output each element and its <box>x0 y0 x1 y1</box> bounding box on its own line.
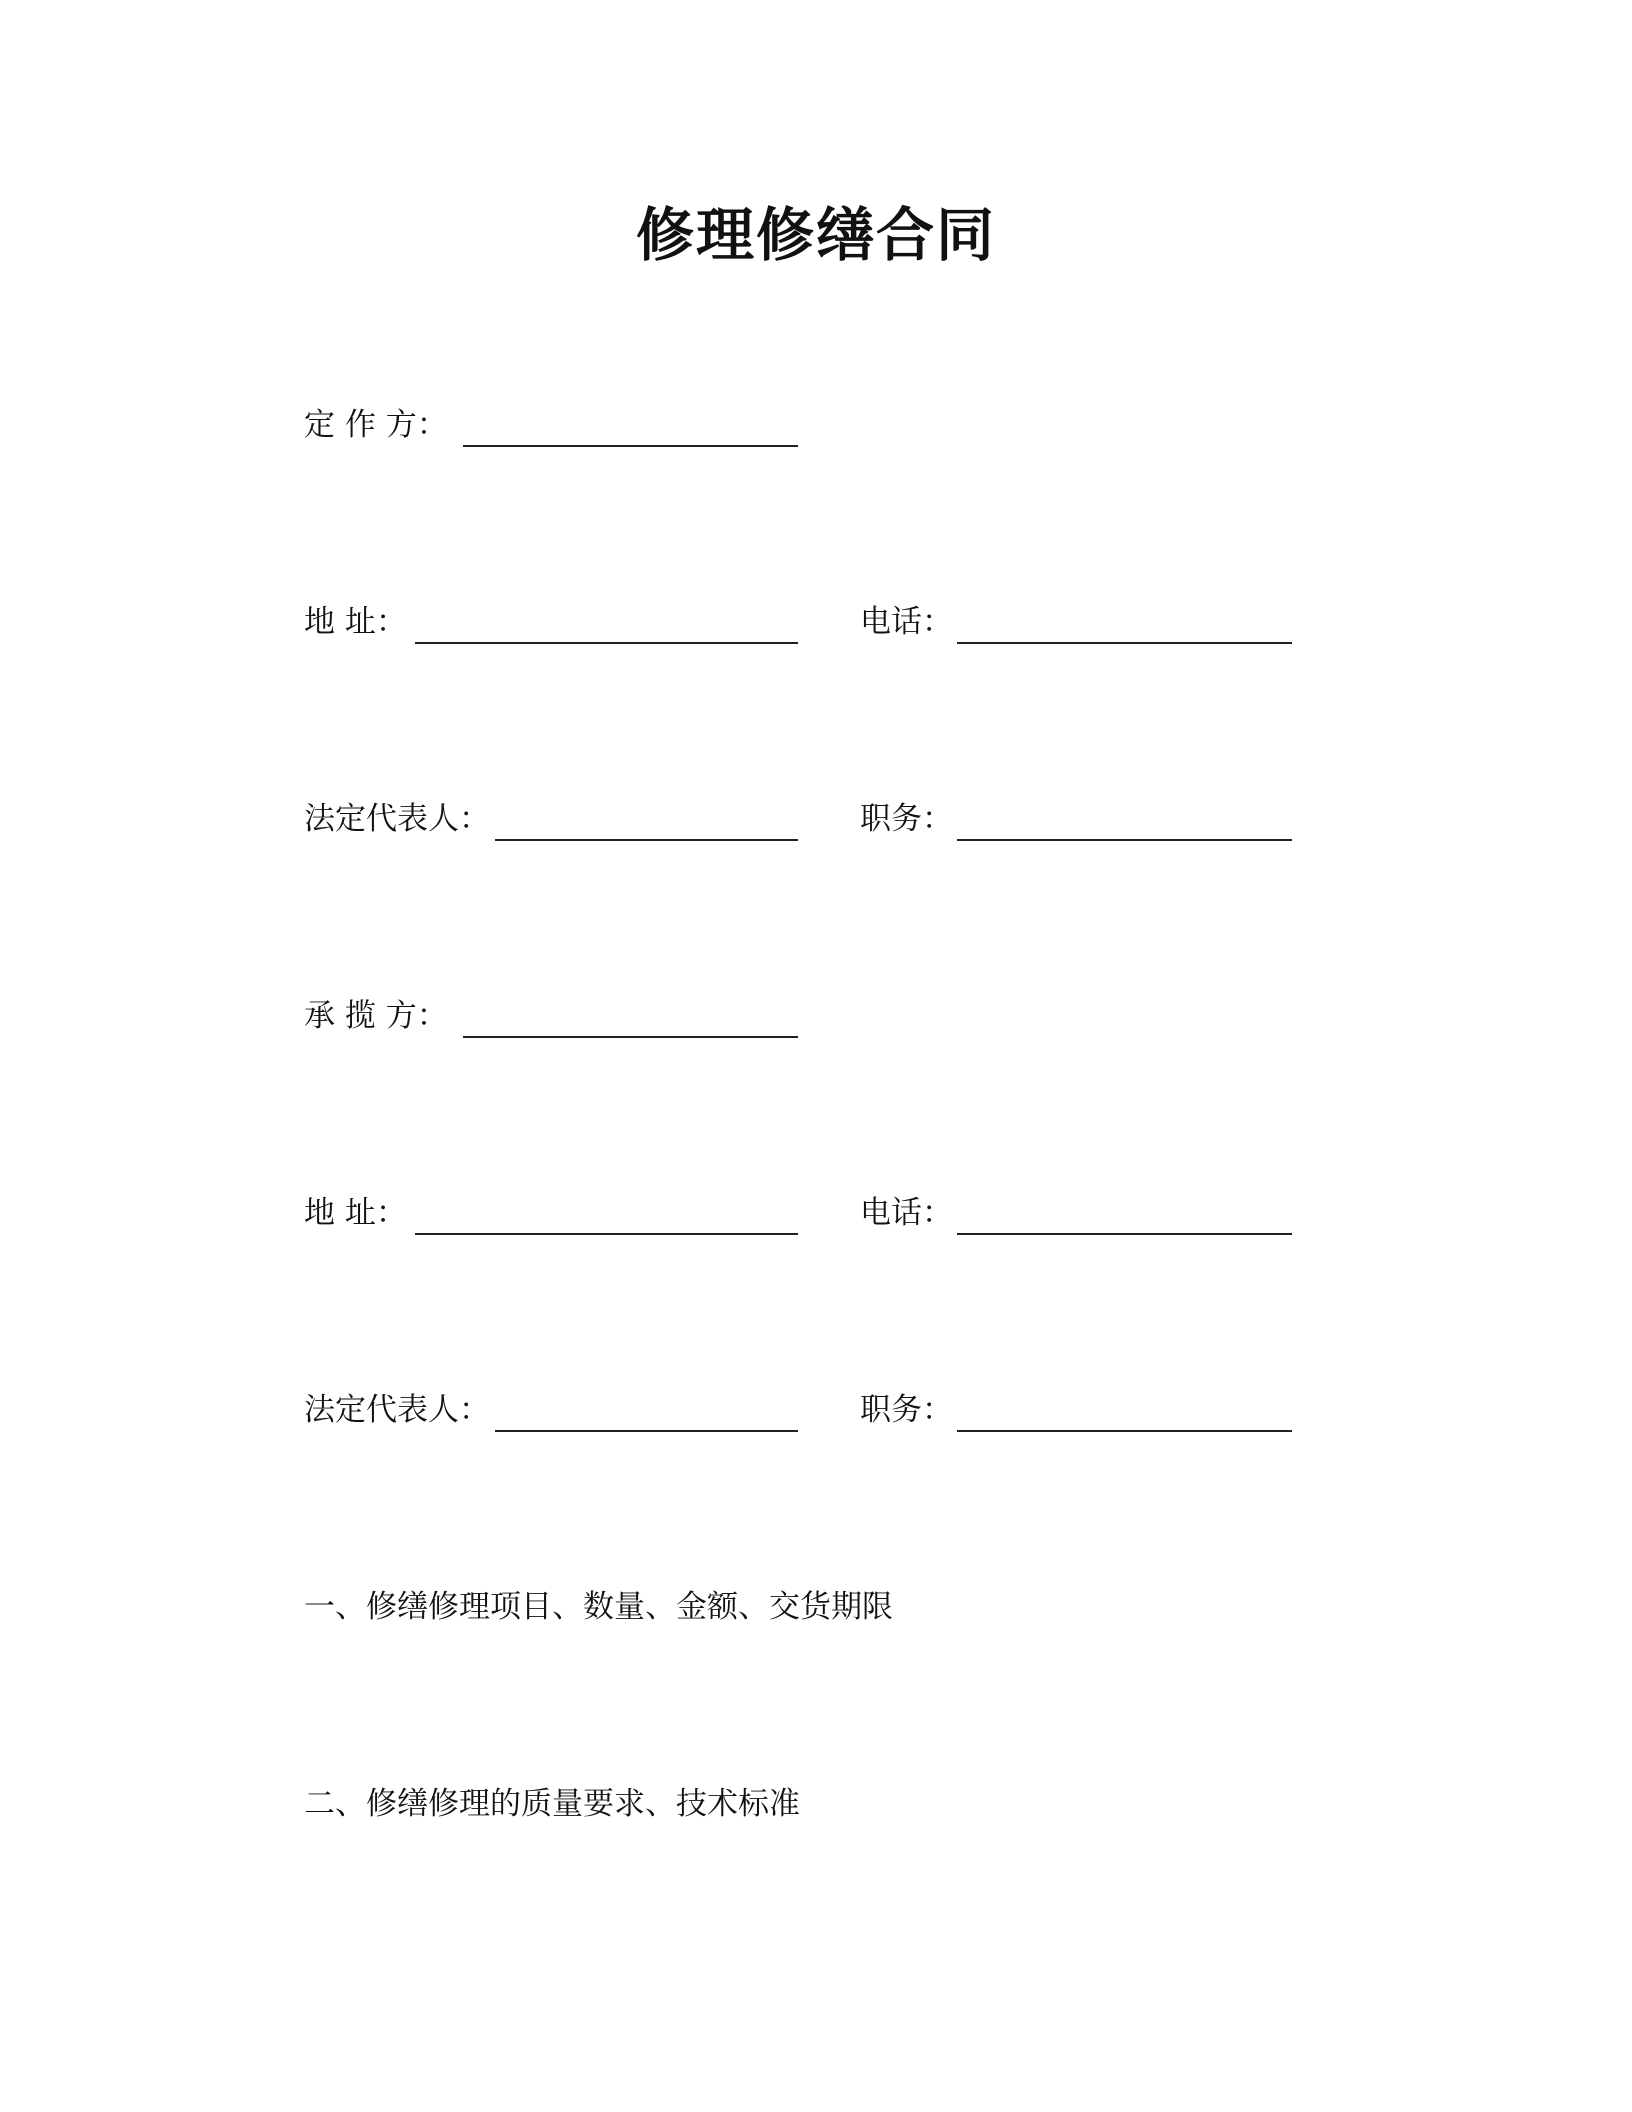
party-a-name-field[interactable] <box>463 445 798 447</box>
party-b-position-label: 职务： <box>860 1392 953 1428</box>
party-b-phone-label: 电话： <box>860 1195 953 1231</box>
party-b-rep-label: 法定代表人： <box>304 1392 490 1428</box>
party-b-rep-field[interactable] <box>495 1430 798 1432</box>
party-b-name-field[interactable] <box>463 1036 798 1038</box>
party-b-position-field[interactable] <box>957 1430 1292 1432</box>
party-a-name-label: 定 作 方： <box>304 407 448 443</box>
page-title: 修理修缮合同 <box>635 201 996 269</box>
party-a-rep-label: 法定代表人： <box>304 801 490 837</box>
party-b-phone-field[interactable] <box>957 1233 1292 1235</box>
party-b-address-field[interactable] <box>415 1233 798 1235</box>
section-heading-1: 一、修缮修理项目、数量、金额、交货期限 <box>304 1589 893 1625</box>
section-heading-2: 二、修缮修理的质量要求、技术标准 <box>304 1786 800 1822</box>
party-b-address-label: 地 址： <box>304 1195 407 1231</box>
party-b-name-label: 承 揽 方： <box>304 998 448 1034</box>
party-a-address-field[interactable] <box>415 642 798 644</box>
party-a-phone-field[interactable] <box>957 642 1292 644</box>
party-a-rep-field[interactable] <box>495 839 798 841</box>
party-a-position-field[interactable] <box>957 839 1292 841</box>
party-a-position-label: 职务： <box>860 801 953 837</box>
party-a-address-label: 地 址： <box>304 604 407 640</box>
party-a-phone-label: 电话： <box>860 604 953 640</box>
